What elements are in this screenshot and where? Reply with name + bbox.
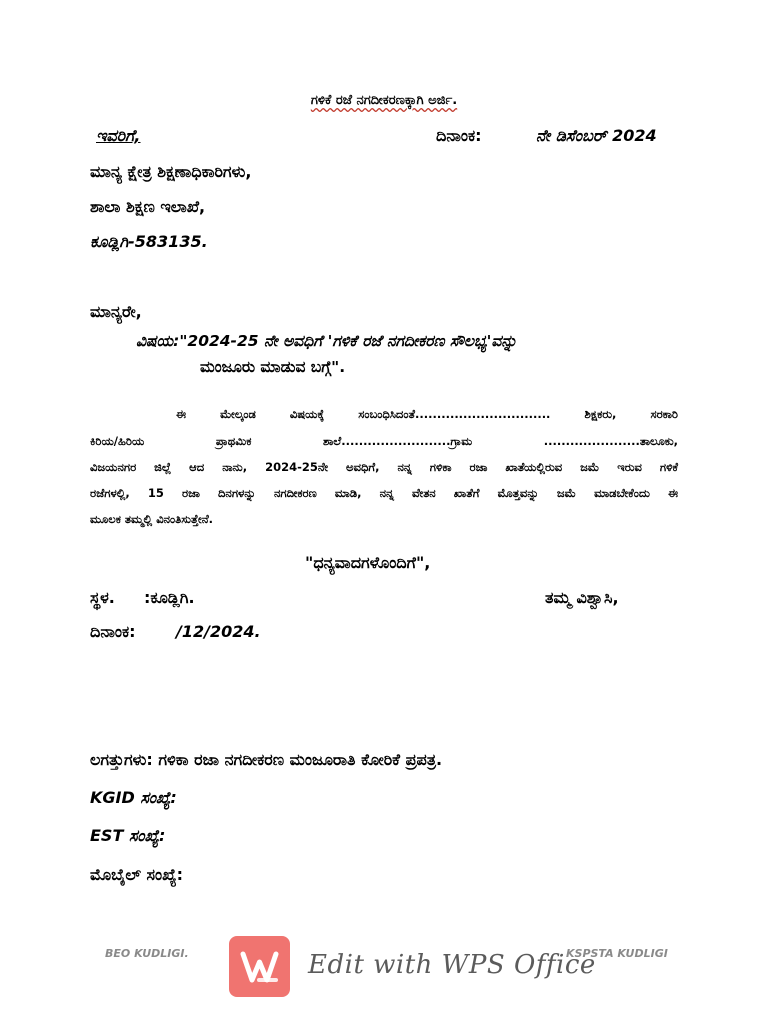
footer-right-note: KSPSTA KUDLIGI xyxy=(566,947,668,960)
recipient-line-3: ಕೂಡ್ಲಿಗಿ-583135. xyxy=(90,232,208,251)
attachments-line: ಲಗತ್ತುಗಳು: ಗಳಿಕಾ ರಜಾ ನಗದೀಕರಣ ಮಂಜೂರಾತಿ ಕೋರಿಕೆ ಪ್ರಪತ್ರ. xyxy=(90,750,443,769)
to-label: ಇವರಿಗೆ, xyxy=(96,126,141,145)
closing-date-label: ದಿನಾಂಕ: xyxy=(90,622,136,641)
recipient-line-1: ಮಾನ್ಯ ಕ್ಷೇತ್ರ ಶಿಕ್ಷಣಾಧಿಕಾರಿಗಳು, xyxy=(90,162,252,181)
subject-line-2: ಮಂಜೂರು ಮಾಡುವ ಬಗ್ಗೆ". xyxy=(200,358,346,376)
thanks-line: "ಧನ್ಯವಾದಗಳೊಂದಿಗೆ", xyxy=(305,553,431,572)
subject-line-1: ವಿಷಯ:"2024-25 ನೇ ಅವಧಿಗೆ 'ಗಳಿಕೆ ರಜೆ ನಗದೀಕರಣ ಸೌಲಭ್ಯ'ವನ್ನು xyxy=(136,332,517,350)
closing-date-value: /12/2024. xyxy=(176,622,261,641)
date-label: ದಿನಾಂಕ: xyxy=(436,126,482,145)
footer-left-note: BEO KUDLIGI. xyxy=(105,947,189,960)
body-line-2: ಕಿರಿಯ/ಹಿರಿಯ ಪ್ರಾಥಮಿಕ ಶಾಲೆ.........................ಗ್ರಾಮ ......................ತಾಲೂಕು, xyxy=(90,434,678,448)
place-value: :ಕೂಡ್ಲಿಗಿ. xyxy=(144,588,195,607)
salutation: ಮಾನ್ಯರೇ, xyxy=(90,302,142,321)
body-line-3: ವಿಜಯನಗರ ಜಿಲ್ಲೆ ಆದ ನಾನು, 2024-25ನೇ ಅವಧಿಗೆ, ನನ್ನ ಗಳಿಕಾ ರಜಾ ಖಾತೆಯಲ್ಲಿರುವ ಜಮೆ ಇರುವ ಗಳಿಕೆ xyxy=(90,460,678,474)
body-line-4: ರಜೆಗಳಲ್ಲಿ, 15 ರಜಾ ದಿನಗಳನ್ನು ನಗದೀಕರಣ ಮಾಡಿ, ನನ್ನ ವೇತನ ಖಾತೆಗೆ ಮೊತ್ತವನ್ನು ಜಮೆ ಮಾಡಬೇಕೆಂದು ಈ xyxy=(90,486,678,500)
document-title: ಗಳಿಕೆ ರಜೆ ನಗದೀಕರಣಕ್ಕಾಗಿ ಅರ್ಜಿ. xyxy=(310,93,458,108)
est-label: EST ಸಂಖ್ಯೆ: xyxy=(90,826,166,845)
place-label: ಸ್ಥಳ. xyxy=(90,588,115,607)
kgid-label: KGID ಸಂಖ್ಯೆ: xyxy=(90,788,177,807)
wps-w-glyph-icon xyxy=(229,936,290,997)
wps-logo-icon[interactable] xyxy=(229,936,290,997)
wps-watermark-text[interactable]: Edit with WPS Office xyxy=(308,950,596,980)
body-line-1: ಈ ಮೇಲ್ಕಂಡ ವಿಷಯಕ್ಕೆ ಸಂಬಂಧಿಸಿದಂತೆ............................... ಶಿಕ್ಷಕರು, ಸರಕಾರಿ xyxy=(176,407,678,421)
date-value: ನೇ ಡಿಸೆಂಬರ್ 2024 xyxy=(536,126,657,145)
signoff: ತಮ್ಮ ವಿಶ್ವಾಸಿ, xyxy=(545,588,619,607)
body-line-5: ಮೂಲಕ ತಮ್ಮಲ್ಲಿ ವಿನಂತಿಸುತ್ತೇನೆ. xyxy=(90,512,214,526)
mobile-label: ಮೊಬೈಲ್ ಸಂಖ್ಯೆ: xyxy=(90,865,183,884)
recipient-line-2: ಶಾಲಾ ಶಿಕ್ಷಣ ಇಲಾಖೆ, xyxy=(90,197,206,216)
